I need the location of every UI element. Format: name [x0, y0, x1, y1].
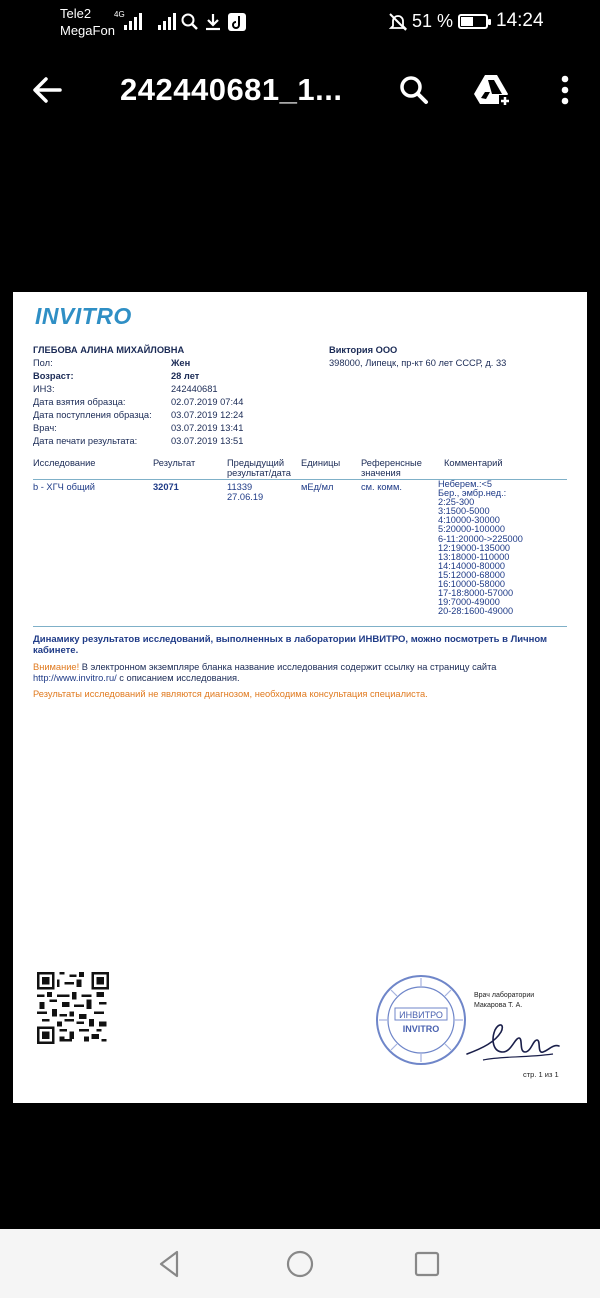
dynamics-note: Динамику результатов исследований, выполненных в лаборатории ИНВИТРО, можно посмотреть в Личном кабинете. — [33, 634, 548, 656]
inz-label: ИНЗ: — [33, 384, 55, 394]
page-number: стр. 1 из 1 — [523, 1070, 559, 1079]
comment-line: 14:14000-80000 — [438, 560, 505, 571]
attention-note — [33, 662, 553, 684]
age-value: 28 лет — [171, 371, 200, 381]
signal-icon — [124, 12, 142, 30]
document-page[interactable] — [13, 292, 587, 1103]
print-date-label: Дата печати результата: — [33, 436, 138, 446]
comment-line: Бер., эмбр.нед.: — [438, 488, 507, 499]
clinic-name: Виктория ООО — [329, 345, 398, 355]
header-comment: Комментарий — [444, 458, 503, 468]
app-bar — [0, 52, 600, 132]
navigation-bar — [0, 1229, 600, 1298]
nav-home-icon[interactable] — [283, 1247, 317, 1281]
disclaimer: Результаты исследований не являются диагнозом, необходима консультация специалиста. — [33, 689, 428, 699]
doctor-signature — [463, 1008, 563, 1068]
header-reference-1: Референсные — [361, 458, 422, 468]
status-bar — [0, 0, 600, 46]
comment-line: 20-28:1600-49000 — [438, 606, 514, 617]
attention-text: В электронном экземпляре бланка название исследования содержит ссылку на страницу сайта — [79, 662, 497, 672]
row-result: 32071 — [153, 482, 179, 492]
header-previous-2: результат/дата — [227, 468, 291, 478]
network-type: 4G — [114, 10, 125, 19]
clinic-address: 398000, Липецк, пр-кт 60 лет СССР, д. 33 — [329, 358, 507, 368]
header-units: Единицы — [301, 458, 341, 468]
comment-line: 5:20000-100000 — [438, 524, 505, 535]
comment-line: 3:1500-5000 — [438, 506, 490, 517]
carrier-2: MegaFon — [60, 23, 115, 38]
comment-line: 13:18000-110000 — [438, 551, 510, 562]
sex-value: Жен — [171, 358, 191, 368]
lab-doctor-name: Макарова Т. А. — [474, 1002, 523, 1009]
comment-line: 15:12000-68000 — [438, 569, 505, 580]
header-result: Результат — [153, 458, 196, 468]
comment-line: 16:10000-58000 — [438, 579, 505, 590]
carrier-names — [60, 5, 115, 39]
download-icon — [203, 12, 223, 32]
row-study-link[interactable]: b - ХГЧ общий — [33, 482, 95, 492]
row-previous-value: 11339 — [227, 482, 253, 492]
row-units: мЕд/мл — [301, 482, 334, 492]
comment-line: Неберем.:<5 — [438, 479, 493, 489]
file-title: 242440681_1... — [120, 72, 343, 107]
qr-code — [37, 972, 109, 1044]
comment-list — [438, 480, 523, 616]
clock: 14:24 — [496, 10, 544, 31]
nav-back-icon[interactable] — [153, 1247, 187, 1281]
search-icon[interactable] — [394, 70, 434, 110]
battery-percent: 51 % — [412, 11, 454, 31]
comment-line: 4:10000-30000 — [438, 515, 500, 526]
music-app-icon — [227, 12, 247, 32]
header-reference — [361, 458, 422, 478]
row-previous-date: 27.06.19 — [227, 492, 264, 502]
mute-bell-icon — [388, 12, 408, 32]
comment-line: 2:25-300 — [438, 497, 475, 508]
sample-received-label: Дата поступления образца: — [33, 410, 152, 420]
age-label: Возраст: — [33, 371, 74, 381]
sample-taken-value: 02.07.2019 07:44 — [171, 397, 244, 407]
more-options-icon[interactable] — [545, 70, 585, 110]
invitro-logo: INVITRO — [35, 303, 132, 329]
row-previous — [227, 482, 263, 502]
nav-recents-icon[interactable] — [410, 1247, 444, 1281]
carrier-1: Tele2 — [60, 6, 92, 21]
comment-line: 17-18:8000-57000 — [438, 588, 514, 599]
comment-line: 19:7000-49000 — [438, 597, 500, 608]
signal-icon-2 — [158, 12, 176, 30]
header-study: Исследование — [33, 458, 96, 468]
stamp-text: ИНВИТРО — [399, 1010, 443, 1020]
row-reference: см. комм. — [361, 482, 402, 492]
invitro-link[interactable]: http://www.invitro.ru/ — [33, 673, 117, 683]
doctor-value: 03.07.2019 13:41 — [171, 423, 244, 433]
lab-doctor-label: Врач лаборатории — [474, 992, 535, 999]
comment-line: 6-11:20000->225000 — [438, 533, 523, 544]
patient-name: ГЛЕБОВА АЛИНА МИХАЙЛОВНА — [33, 345, 185, 355]
sex-label: Пол: — [33, 358, 53, 368]
doctor-label: Врач: — [33, 423, 57, 433]
inz-value: 242440681 — [171, 384, 218, 394]
header-reference-2: значения — [361, 468, 401, 478]
header-previous — [227, 458, 291, 478]
add-to-drive-icon[interactable] — [472, 70, 512, 110]
link-suffix: с описанием исследования. — [116, 673, 240, 683]
battery-icon — [458, 14, 488, 29]
back-arrow-icon[interactable] — [30, 70, 66, 110]
comment-line: 12:19000-135000 — [438, 542, 511, 553]
search-notification-icon — [180, 12, 200, 32]
sample-received-value: 03.07.2019 12:24 — [171, 410, 244, 420]
print-date-value: 03.07.2019 13:51 — [171, 436, 244, 446]
table-bottom-divider — [33, 626, 567, 627]
lab-stamp — [373, 972, 469, 1068]
header-previous-1: Предыдущий — [227, 458, 285, 468]
stamp-logo: INVITRO — [402, 1024, 440, 1034]
sample-taken-label: Дата взятия образца: — [33, 397, 126, 407]
attention-word: Внимание! — [33, 662, 80, 672]
